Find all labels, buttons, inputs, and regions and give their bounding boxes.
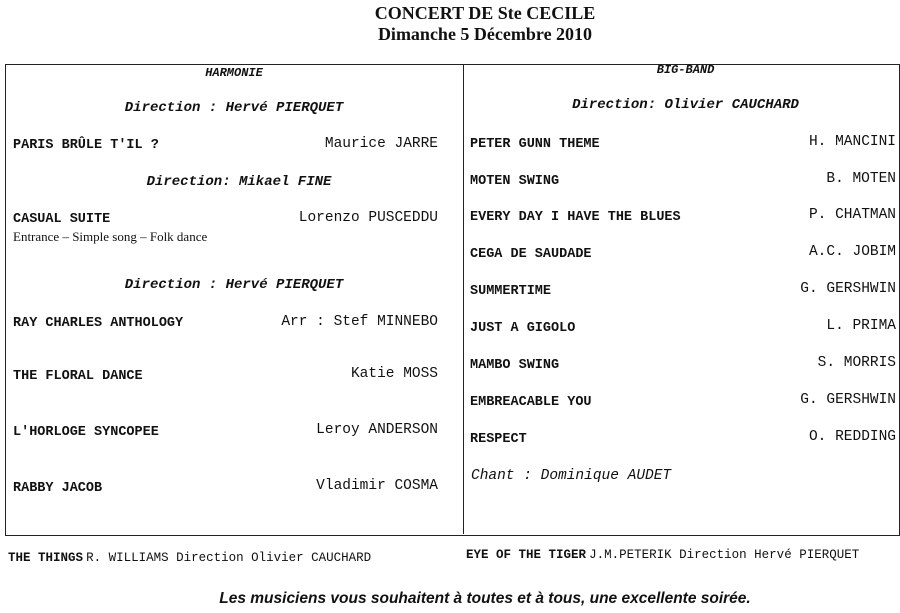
finale-item-2 (466, 547, 898, 562)
piece-title: MAMBO SWING (470, 358, 560, 373)
harmonie-direction-1: Direction : Hervé PIERQUET (124, 100, 344, 116)
piece-composer: Leroy ANDERSON (316, 422, 438, 438)
harmonie-direction-3: Direction : Hervé PIERQUET (124, 277, 344, 293)
finale-title: EYE OF THE TIGER (466, 548, 587, 562)
finale-item-1 (8, 550, 371, 565)
bigband-heading: BIG-BAND (656, 63, 715, 77)
piece-title: CEGA DE SAUDADE (470, 247, 592, 262)
piece-title: CASUAL SUITE (13, 212, 111, 227)
piece-title: PARIS BRÛLE T'IL ? (13, 138, 159, 153)
piece-composer: Katie MOSS (350, 366, 438, 382)
concert-date: Dimanche 5 Décembre 2010 (377, 24, 593, 44)
finale-title: THE THINGS (8, 551, 84, 565)
piece-title: PETER GUNN THEME (470, 137, 600, 152)
piece-composer: P. CHATMAN (808, 207, 896, 223)
piece-composer: L. PRIMA (826, 318, 896, 334)
piece-title: SUMMERTIME (470, 284, 552, 299)
finale-details: J.M.PETERIK Direction Hervé PIERQUET (589, 548, 860, 562)
column-divider (463, 64, 464, 534)
piece-composer: Maurice JARRE (324, 136, 438, 152)
piece-composer: Lorenzo PUSCEDDU (298, 210, 438, 226)
bigband-direction: Direction: Olivier CAUCHARD (572, 97, 799, 113)
concert-title: CONCERT DE Ste CECILE (374, 3, 596, 23)
piece-subtitle: Entrance – Simple song – Folk dance (13, 229, 208, 244)
piece-composer: G. GERSHWIN (800, 281, 896, 297)
finale-details: R. WILLIAMS Direction Olivier CAUCHARD (86, 551, 372, 565)
piece-composer: O. REDDING (808, 429, 896, 445)
piece-composer: B. MOTEN (826, 171, 896, 187)
piece-title: THE FLORAL DANCE (13, 369, 143, 384)
closing-message: Les musiciens vous souhaitent à toutes et à tous, une excellente soirée. (219, 590, 751, 607)
bigband-chant: Chant : Dominique AUDET (471, 468, 672, 484)
piece-title: EVERY DAY I HAVE THE BLUES (470, 210, 681, 225)
piece-composer: Arr : Stef MINNEBO (281, 314, 438, 330)
piece-title: RABBY JACOB (13, 481, 103, 496)
harmonie-direction-2: Direction: Mikael FINE (146, 174, 332, 190)
piece-composer: A.C. JOBIM (808, 244, 896, 260)
piece-composer: Vladimir COSMA (316, 478, 438, 494)
harmonie-heading: HARMONIE (205, 66, 263, 80)
piece-composer: S. MORRIS (817, 355, 896, 371)
piece-title: JUST A GIGOLO (470, 321, 576, 336)
piece-title: RAY CHARLES ANTHOLOGY (13, 316, 184, 331)
piece-composer: H. MANCINI (808, 134, 896, 150)
piece-title: RESPECT (470, 432, 527, 447)
piece-title: EMBREACABLE YOU (470, 395, 592, 410)
piece-composer: G. GERSHWIN (800, 392, 896, 408)
piece-title: MOTEN SWING (470, 174, 560, 189)
piece-title: L'HORLOGE SYNCOPEE (13, 425, 159, 440)
